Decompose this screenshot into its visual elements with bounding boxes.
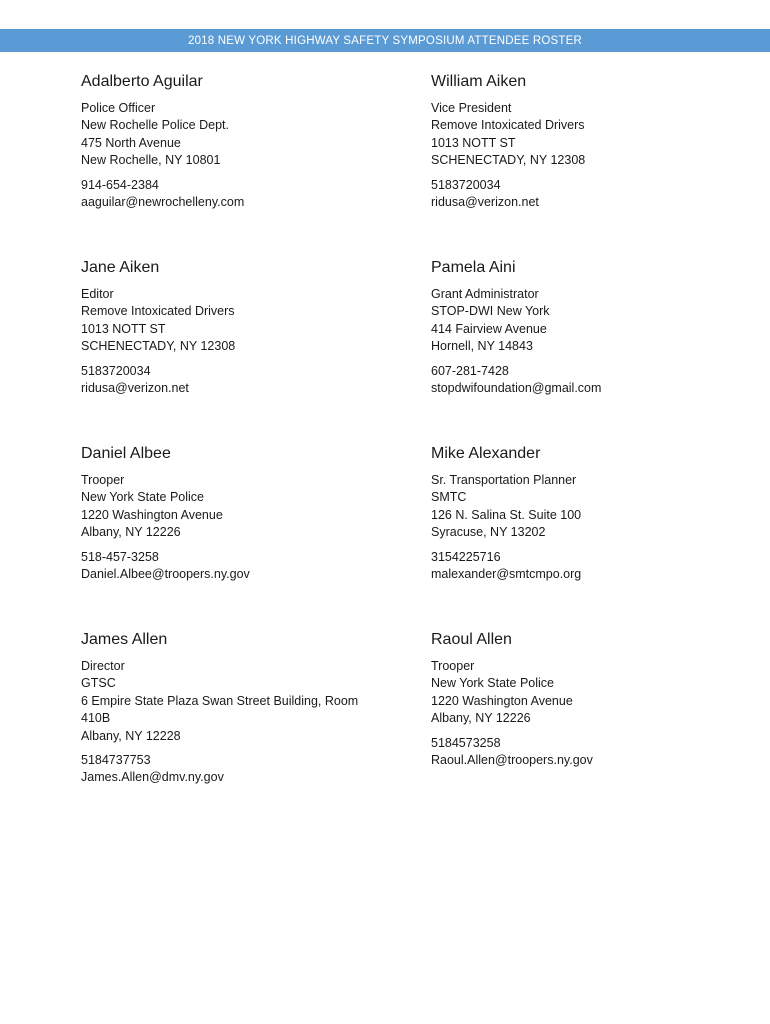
attendee-city-state-zip: SCHENECTADY, NY 12308 — [431, 153, 586, 168]
attendee-title: Director — [81, 659, 125, 673]
attendee-city-state-zip: Albany, NY 12226 — [431, 711, 531, 726]
attendee-email: Raoul.Allen@troopers.ny.gov — [431, 753, 593, 768]
attendee-card — [431, 72, 741, 258]
attendee-address-line: 410B — [81, 711, 111, 726]
attendee-phone: 5183720034 — [81, 363, 151, 378]
attendee-address-line: 1220 Washington Avenue — [81, 507, 223, 522]
attendee-email: ridusa@verizon.net — [431, 195, 539, 210]
attendee-city-state-zip: Hornell, NY 14843 — [431, 339, 533, 354]
roster-title: 2018 NEW YORK HIGHWAY SAFETY SYMPOSIUM ATTENDEE ROSTER — [187, 34, 582, 47]
attendee-phone: 3154225716 — [431, 549, 501, 564]
attendee-organization: GTSC — [81, 676, 116, 691]
roster-header-banner — [0, 29, 770, 52]
attendee-email: ridusa@verizon.net — [81, 381, 189, 396]
attendee-phone: 518-457-3258 — [81, 549, 159, 564]
attendee-address-line: 1013 NOTT ST — [431, 135, 516, 150]
attendee-name: Pamela Aini — [431, 259, 516, 276]
attendee-card — [431, 444, 741, 630]
attendee-name: James Allen — [81, 631, 168, 648]
attendee-card — [81, 72, 431, 258]
attendee-phone: 607-281-7428 — [431, 363, 509, 378]
attendee-name: Raoul Allen — [431, 631, 512, 648]
attendee-title: Trooper — [81, 473, 125, 487]
attendee-title: Editor — [81, 287, 114, 301]
attendee-address-line: 475 North Avenue — [81, 135, 181, 150]
attendee-city-state-zip: SCHENECTADY, NY 12308 — [81, 339, 236, 354]
attendee-address-line: 1220 Washington Avenue — [431, 693, 573, 708]
attendee-phone: 5184573258 — [431, 735, 501, 750]
attendee-phone: 5184737753 — [81, 753, 151, 768]
attendee-email: James.Allen@dmv.ny.gov — [81, 770, 224, 785]
attendee-city-state-zip: Syracuse, NY 13202 — [431, 525, 546, 540]
attendee-city-state-zip: Albany, NY 12226 — [81, 525, 181, 540]
attendee-address-line: 1013 NOTT ST — [81, 321, 166, 336]
attendee-organization: New Rochelle Police Dept. — [81, 118, 229, 133]
attendee-title: Vice President — [431, 101, 512, 115]
attendee-organization: STOP-DWI New York — [431, 304, 550, 319]
attendee-organization: SMTC — [431, 490, 467, 505]
attendee-email: aaguilar@newrochelleny.com — [81, 195, 245, 210]
attendee-card — [431, 258, 741, 444]
attendee-city-state-zip: Albany, NY 12228 — [81, 728, 181, 743]
attendee-card — [81, 444, 431, 630]
attendee-email: Daniel.Albee@troopers.ny.gov — [81, 567, 250, 582]
attendee-title: Sr. Transportation Planner — [431, 473, 577, 487]
attendee-address-line: 414 Fairview Avenue — [431, 321, 547, 336]
attendee-title: Police Officer — [81, 101, 156, 115]
attendee-name: Mike Alexander — [431, 445, 541, 462]
attendee-phone: 914-654-2384 — [81, 177, 159, 192]
attendee-name: Jane Aiken — [81, 259, 160, 276]
attendee-title: Trooper — [431, 659, 475, 673]
attendee-organization: New York State Police — [431, 676, 554, 691]
attendee-title: Grant Administrator — [431, 287, 539, 301]
attendee-address-line: 6 Empire State Plaza Swan Street Building, Room — [81, 693, 359, 708]
attendee-organization: Remove Intoxicated Drivers — [81, 304, 235, 319]
attendee-email: malexander@smtcmpo.org — [431, 567, 582, 582]
attendee-card — [81, 258, 431, 444]
attendee-city-state-zip: New Rochelle, NY 10801 — [81, 153, 221, 168]
attendee-grid — [81, 72, 741, 816]
attendee-name: Adalberto Aguilar — [81, 73, 203, 90]
attendee-phone: 5183720034 — [431, 177, 501, 192]
attendee-email: stopdwifoundation@gmail.com — [431, 381, 602, 396]
attendee-name: William Aiken — [431, 73, 527, 90]
attendee-organization: New York State Police — [81, 490, 204, 505]
attendee-organization: Remove Intoxicated Drivers — [431, 118, 585, 133]
attendee-card — [431, 630, 741, 816]
attendee-card — [81, 630, 431, 816]
attendee-address-line: 126 N. Salina St. Suite 100 — [431, 507, 582, 522]
attendee-name: Daniel Albee — [81, 445, 171, 462]
